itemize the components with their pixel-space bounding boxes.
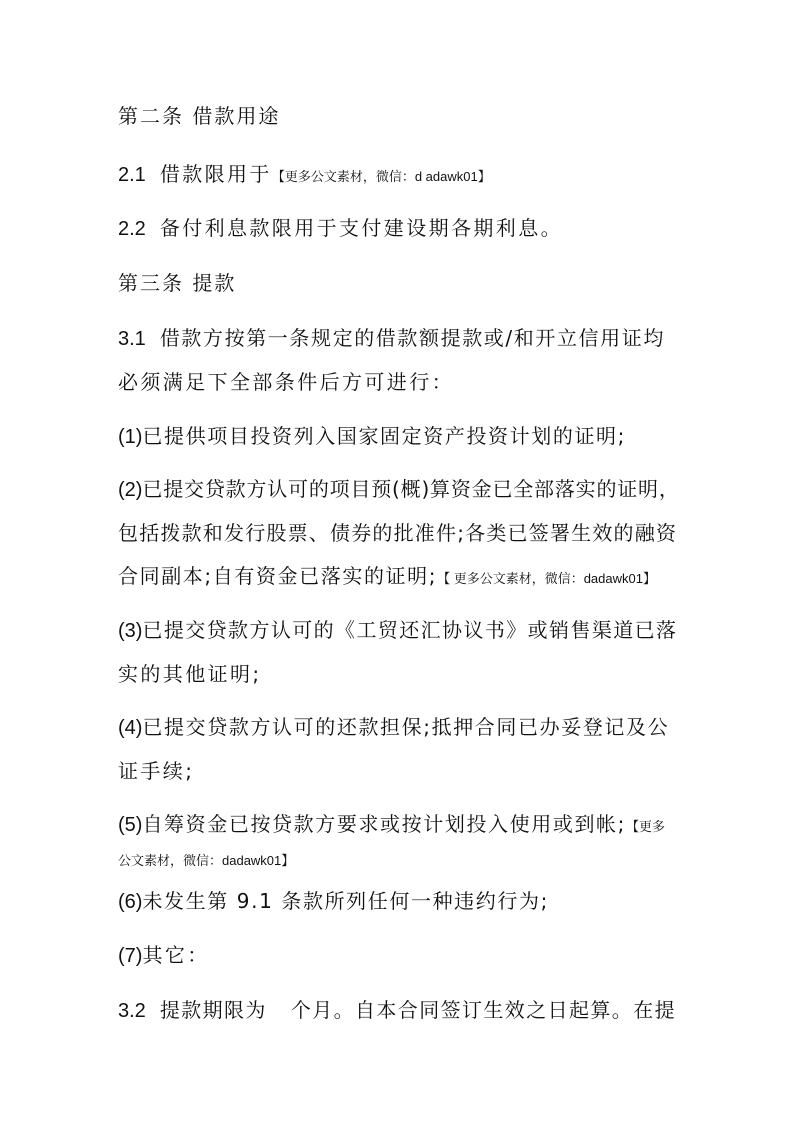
clause-3-1-line-1	[118, 326, 665, 351]
condition-1	[118, 424, 626, 449]
condition-2-number: (2)	[118, 479, 143, 501]
clause-3-1-number: 3.1	[118, 328, 146, 350]
condition-5-number: (5)	[118, 814, 143, 836]
condition-3-text-continued: 实的其他证明;	[118, 662, 262, 686]
article-3-heading-text: 第三条 提款	[118, 271, 237, 295]
clause-2-1-watermark-note: 【更多公文素材，微信：d adawk01】	[271, 169, 491, 184]
article-2-heading-text: 第二条 借款用途	[118, 104, 281, 128]
condition-4-text: 已提交贷款方认可的还款担保;抵押合同已办妥登记及公	[142, 715, 670, 739]
condition-7-text: 其它：	[142, 943, 210, 967]
clause-2-2-number: 2.2	[118, 218, 146, 240]
condition-5-line-1	[118, 812, 665, 839]
condition-3-line-1	[118, 618, 677, 643]
condition-5-line-2	[118, 846, 294, 873]
clause-3-1-text: 借款方按第一条规定的借款额提款或/和开立信用证均	[159, 326, 665, 350]
clause-2-1-number: 2.1	[118, 164, 146, 186]
clause-2-1-text: 借款限用于	[159, 162, 272, 186]
clause-3-2	[118, 998, 676, 1023]
condition-4-line-1	[118, 715, 669, 740]
condition-2-watermark-note: 【 更多公文素材，微信：dadawk01】	[437, 571, 656, 586]
condition-2-text-end: 合同副本;自有资金已落实的证明;	[118, 564, 438, 588]
clause-3-1-line-2	[118, 370, 454, 394]
clause-2-2-text: 备付利息款限用于支付建设期各期利息。	[159, 216, 564, 240]
condition-3-line-2	[118, 662, 262, 686]
clause-3-1-text-continued: 必须满足下全部条件后方可进行：	[118, 370, 454, 394]
condition-1-number: (1)	[118, 426, 143, 448]
condition-5-watermark-note: 【更多	[626, 819, 666, 834]
clause-2-2	[118, 216, 563, 241]
condition-6	[118, 889, 549, 914]
clause-2-1	[118, 162, 491, 189]
condition-6-number: (6)	[118, 891, 143, 913]
condition-4-text-continued: 证手续;	[118, 759, 195, 783]
condition-3-number: (3)	[118, 620, 143, 642]
condition-5-text: 自筹资金已按贷款方要求或按计划投入使用或到帐;	[142, 812, 626, 836]
condition-4-line-2	[118, 759, 194, 783]
condition-2-line-3	[118, 564, 656, 591]
condition-7	[118, 943, 210, 968]
clause-3-2-text-part-1: 提款期限为	[159, 998, 267, 1022]
condition-1-text: 已提供项目投资列入国家固定资产投资计划的证明;	[142, 424, 626, 448]
clause-3-2-text-part-2: 个月。自本合同签订生效之日起算。在提	[290, 998, 677, 1022]
condition-6-text: 未发生第 9.1 条款所列任何一种违约行为;	[142, 889, 549, 913]
article-2-heading	[118, 104, 280, 128]
condition-2-text: 已提交贷款方认可的项目预(概)算资金已全部落实的证明，	[142, 477, 680, 501]
condition-2-line-1	[118, 477, 680, 502]
condition-7-number: (7)	[118, 945, 143, 967]
clause-3-2-number: 3.2	[118, 1000, 146, 1022]
article-3-heading	[118, 271, 236, 295]
condition-4-number: (4)	[118, 717, 143, 739]
condition-2-line-2	[118, 521, 677, 545]
condition-2-text-continued: 包括拨款和发行股票、债券的批准件;各类已签署生效的融资	[118, 521, 678, 545]
condition-5-watermark-note-continued: 公文素材，微信：dadawk01】	[118, 853, 295, 868]
condition-3-text: 已提交贷款方认可的《工贸还汇协议书》或销售渠道已落	[142, 618, 678, 642]
